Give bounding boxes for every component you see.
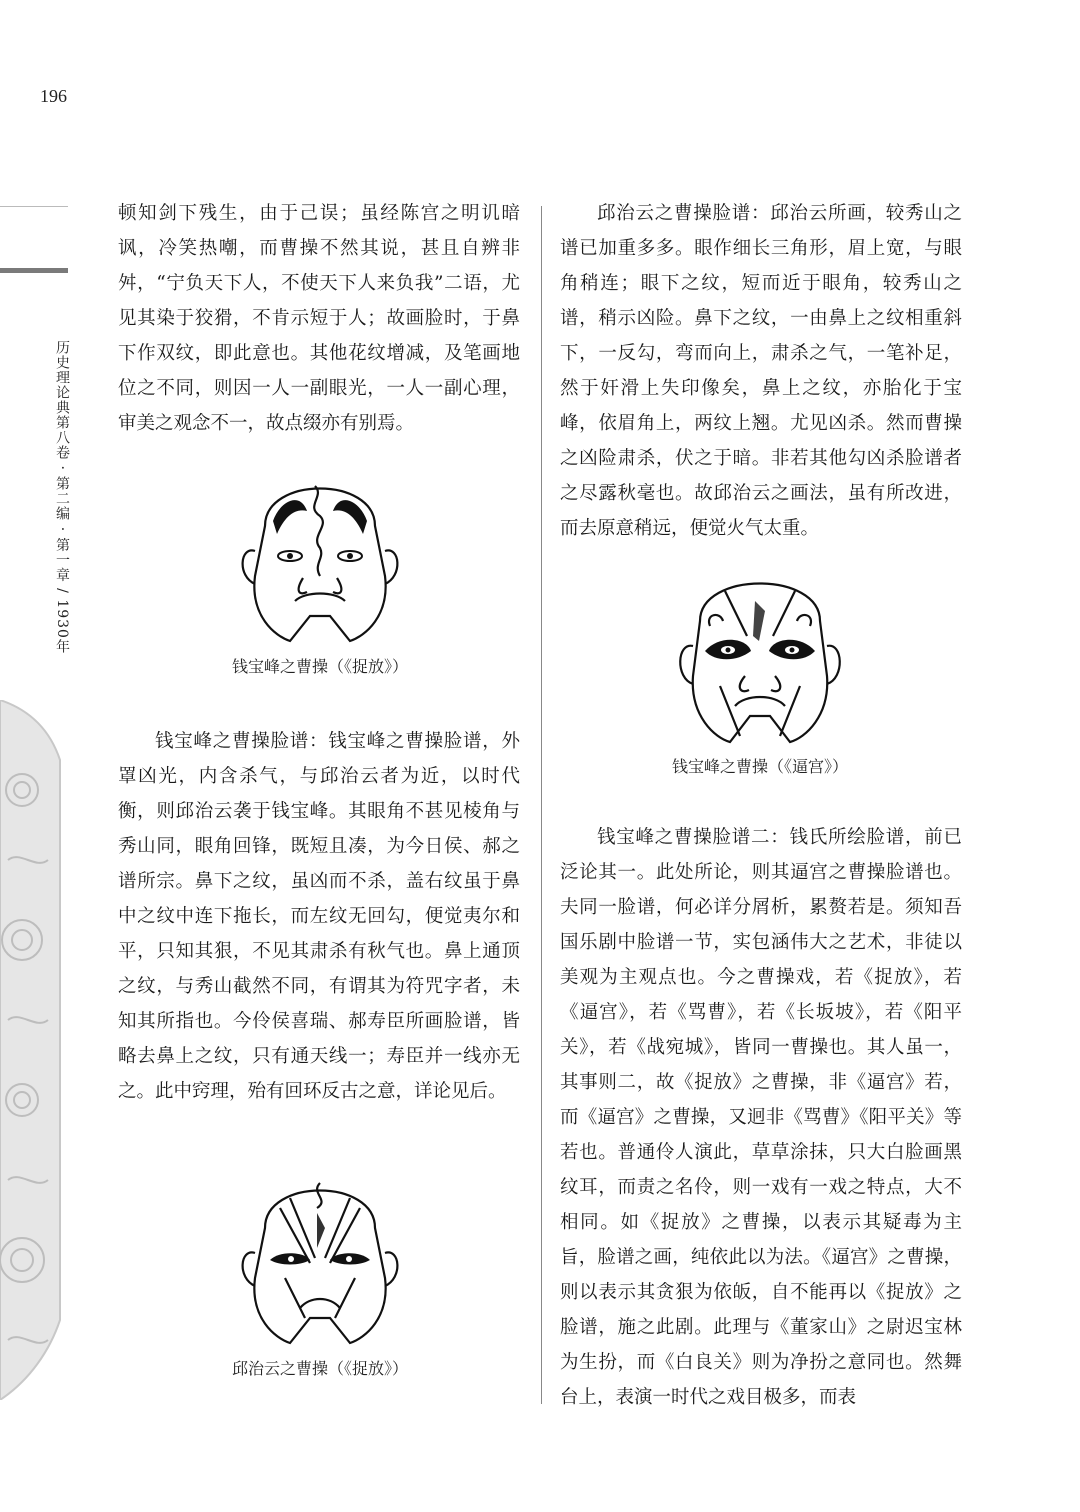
ornament-border (0, 700, 72, 1400)
face-mask-drawing (665, 566, 855, 746)
figure-qian-baofeng-bigong (640, 566, 880, 777)
figure-3-caption: 钱宝峰之曹操（《逼宫》） (671, 757, 848, 776)
left-paragraph-1: 顿知剑下残生，由于己误；虽经陈宫之明讥暗讽，冷笑热嘲，而曹操不然其说，甚且自辨非舛，“宁负天下人，不使天下人来负我”二语，尤见其染于狡猾，不肯示短于人；故画脸时，于鼻下作双纹，即此意也。其他花纹增减，及笔画地位之不同，则因一人一副眼光，一人一副心理，审美之观念不一，故点缀亦有别焉。 (118, 203, 520, 434)
right-column (560, 196, 962, 546)
left-column-lower (118, 724, 520, 1109)
figure-2-caption: 邱治云之曹操（《捉放》） (231, 1359, 408, 1378)
header-rule-thin (0, 206, 68, 207)
face-mask-drawing (225, 466, 415, 646)
running-head: 历史理论典第八卷 · 第二编 · 第一章 / 1930年 (54, 340, 70, 654)
column-divider (541, 206, 542, 1404)
figure-qiu-zhiyun-zhuofang (200, 1168, 440, 1379)
right-column-lower (560, 820, 962, 1415)
page-number: 196 (40, 86, 67, 106)
face-mask-drawing (225, 1168, 415, 1348)
left-column (118, 196, 520, 441)
header-rule-thick (0, 268, 68, 273)
figure-1-caption: 钱宝峰之曹操（《捉放》） (231, 657, 408, 676)
left-paragraph-2: 钱宝峰之曹操脸谱：钱宝峰之曹操脸谱，外罩凶光，内含杀气，与邱治云者为近，以时代衡，则邱治云袭于钱宝峰。其眼角不甚见棱角与秀山同，眼角回锋，既短且凑，为今日侯、郝之谱所宗。鼻下之纹，虽凶而不杀，盖右纹虽于鼻中之纹中连下拖长，而左纹无回勾，便觉夷尔和平，只知其狠，不见其肃杀有秋气也。鼻上通顶之纹，与秀山截然不同，有谓其为符咒字者，未知其所指也。今伶侯喜瑞、郝寿臣所画脸谱，皆略去鼻上之纹，只有通天线一；寿臣并一线亦无之。此中窍理，殆有回环反古之意，详论见后。 (118, 731, 520, 1102)
right-paragraph-2: 钱宝峰之曹操脸谱二：钱氏所绘脸谱，前已泛论其一。此处所论，则其逼宫之曹操脸谱也。夫同一脸谱，何必详分屑析，累赘若是。须知吾国乐剧中脸谱一节，实包涵伟大之艺术，非徒以美观为主观点也。今之曹操戏，若《捉放》，若《逼宫》，若《骂曹》，若《长坂坡》，若《阳平关》，若《战宛城》，皆同一曹操也。其人虽一，其事则二，故《捉放》之曹操，非《逼宫》若，而《逼宫》之曹操，又迥非《骂曹》《阳平关》等若也。普通伶人演此，草草涂抹，只大白脸画黑纹耳，而责之名伶，则一戏有一戏之特点，大不相同。如《捉放》之曹操，以表示其疑毒为主旨，脸谱之画，纯依此以为法。《逼宫》之曹操，则以表示其贪狠为依皈，自不能再以《捉放》之脸谱，施之此剧。此理与《董家山》之尉迟宝林为生扮，而《白良关》则为净扮之意同也。然舞台上，表演一时代之戏目极多，而表 (560, 827, 962, 1408)
right-paragraph-1: 邱治云之曹操脸谱：邱治云所画，较秀山之谱已加重多多。眼作细长三角形，眉上宽，与眼角稍连；眼下之纹，短而近于眼角，较秀山之谱，稍示凶险。鼻下之纹，一由鼻上之纹相重斜下，一反勾，弯而向上，肃杀之气，一笔补足，然于奸滑上失印像矣，鼻上之纹，亦胎化于宝峰，依眉角上，两纹上翘。尤见凶杀。然而曹操之凶险肃杀，伏之于暗。非若其他勾凶杀脸谱者之尽露秋毫也。故邱治云之画法，虽有所改进，而去原意稍远，便觉火气太重。 (560, 203, 962, 539)
figure-qian-baofeng-zhuofang (200, 466, 440, 677)
